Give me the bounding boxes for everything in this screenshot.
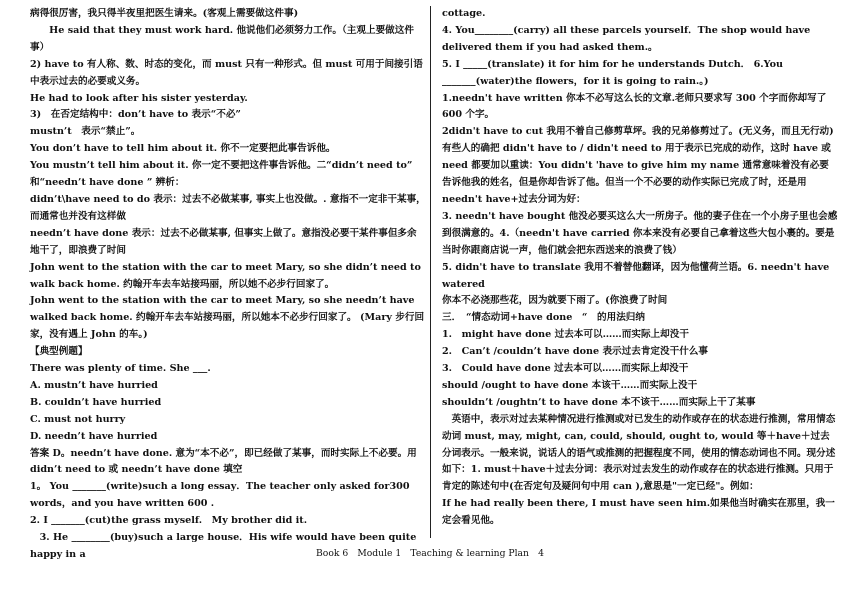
text-paragraph: 1. might have done 过去本可以……而实际上却没干 xyxy=(442,329,689,341)
text-paragraph: 2. I _______(cut)the grass myself. My brother did it. xyxy=(30,515,308,527)
text-paragraph: 你本不必浇那些花，因为就要下雨了。(你浪费了时间 xyxy=(442,295,668,307)
text-paragraph: C. must not hurry xyxy=(30,413,126,425)
text-paragraph: D. needn’t have hurried xyxy=(30,430,158,442)
page-footer: Book 6 Module 1 Teaching & learning Plan 4 xyxy=(316,548,544,559)
text-paragraph: 答案 D。needn’t have done. 意为“本不必”，即已经做了某事，而时实际上不必要。用 didn’t need to 或 needn’t have done 填空 xyxy=(30,447,417,476)
text-paragraph: He had to look after his sister yesterday. xyxy=(30,92,248,104)
text-paragraph: 2. Can’t /couldn’t have done 表示过去肯定没干什么事 xyxy=(442,346,708,358)
text-paragraph: 英语中，表示对过去某种情况进行推测或对已发生的动作或存在的状态进行推测，常用情态动词 must, may, might, can, could, should, ought to, would 等＋have＋过去分词表示。一般来说，说话人的语气或推测的把握程度不同，使用的情态动词也不同。现分述如下：1. must＋have＋过去分词：表示对过去发生的动作或存在的状态进行推测。只用于肯定的陈述句中(在否定句及疑问句中用 can ),意思是"一定已经"。例如： xyxy=(442,413,836,493)
column-divider xyxy=(430,6,431,538)
text-paragraph: didn’t\have need to do 表示：过去不必做某事, 事实上也没做。. 意指不一定非干某事，而通常也并没有这样做 xyxy=(30,193,426,222)
text-paragraph: There was plenty of time. She ___. xyxy=(30,363,211,375)
right-column xyxy=(442,6,838,530)
text-paragraph: 5. I _____(translate) it for him for he understands Dutch． 6.You _______(water)the flowers，for it is going to rain.。) xyxy=(442,58,784,87)
text-paragraph: John went to the station with the car to meet Mary, so she needn’t have walked back home. 约翰开车去车站接玛丽，所以她本不必步行回家了。 (Mary 步行回家，没有遇上 John 的车。) xyxy=(30,295,425,341)
text-paragraph: should /ought to have done 本该干……而实际上没干 xyxy=(442,379,698,391)
text-paragraph: 3. He ________(buy)such a large house．His wife would have been quite happy in a xyxy=(30,532,417,560)
text-paragraph: 1。 You _______(write)such a long essay．The teacher only asked for300 words，and you have written 600 . xyxy=(30,481,410,510)
text-paragraph: 2didn't have to cut 我用不着自己修剪草坪。我的兄弟修剪过了。(无义务，而且无行动) 有些人的确把 didn't have to / didn't need to 用于表示已完成的动作，这时 have 或 need 都要加以重读：You didn't 'have to give him my name 通常意味着没有必要告诉他我的姓名，但是你却告诉了他。但当一个不必要的动作实际已完成了时，还是用 needn't have+过去分词为好： xyxy=(442,126,834,205)
text-paragraph: If he had really been there, I must have seen him.如果他当时确实在那里，我一定会看见他。 xyxy=(442,498,835,527)
text-paragraph: John went to the station with the car to meet Mary, so she didn’t need to walk back home. 约翰开车去车站接玛丽，所以她不必步行回家了。 xyxy=(30,261,421,290)
text-paragraph: 【典型例题】 xyxy=(30,346,88,358)
text-paragraph: 4. You________(carry) all these parcels yourself．The shop would have delivered them if you had asked them.。 xyxy=(442,24,811,53)
text-paragraph: 1.needn't have written 你本不必写这么长的文章.老师只要求写 300 个字而你却写了 600 个字。 xyxy=(442,92,827,121)
text-paragraph: A. mustn’t have hurried xyxy=(30,379,158,391)
text-paragraph: He said that they must work hard. 他说他们必须努力工作。（主观上要做这件事） xyxy=(30,24,414,53)
text-paragraph: 2) have to 有人称、数、时态的变化，而 must 只有一种形式。但 must 可用于间接引语中表示过去的必要或义务。 xyxy=(30,58,423,87)
text-paragraph: 3. needn't have bought 他没必要买这么大一所房子。他的妻子住在一个小房子里也会感到很满意的。4.（needn't have carried 你本来没有必要自己拿着这些大包小裹的。要是当时你跟商店说一声，他们就会把东西送来的浪费了钱） xyxy=(442,210,838,256)
text-paragraph: 病得很厉害，我只得半夜里把医生请来。(客观上需要做这件事) xyxy=(30,8,299,19)
text-paragraph: B. couldn’t have hurried xyxy=(30,396,162,408)
text-paragraph: cottage. xyxy=(442,8,486,19)
text-paragraph: 5. didn't have to translate 我用不着替他翻译，因为他懂荷兰语。6. needn't have watered xyxy=(442,261,830,290)
text-paragraph: You don’t have to tell him about it. 你不一定要把此事告诉他。 xyxy=(30,143,336,155)
text-paragraph: 3. Could have done 过去本可以……而实际上却没干 xyxy=(442,363,689,375)
text-paragraph: 3) 在否定结构中：don’t have to 表示“不必” xyxy=(30,109,241,121)
text-paragraph: shouldn’t /oughtn’t to have done 本不该干……而实际上干了某事 xyxy=(442,396,756,408)
text-paragraph: You mustn’t tell him about it. 你一定不要把这件事告诉他。二“didn’t need to” 和“needn’t have done ” 辨析： xyxy=(30,160,413,189)
text-paragraph: needn’t have done 表示：过去不必做某事, 但事实上做了。意指没必要干某件事但多余地干了，即浪费了时间 xyxy=(30,227,417,256)
left-column xyxy=(30,6,426,564)
text-paragraph: mustn’t 表示“禁止”。 xyxy=(30,126,141,138)
text-paragraph: 三． “情态动词+have done “ 的用法归纳 xyxy=(442,312,645,324)
